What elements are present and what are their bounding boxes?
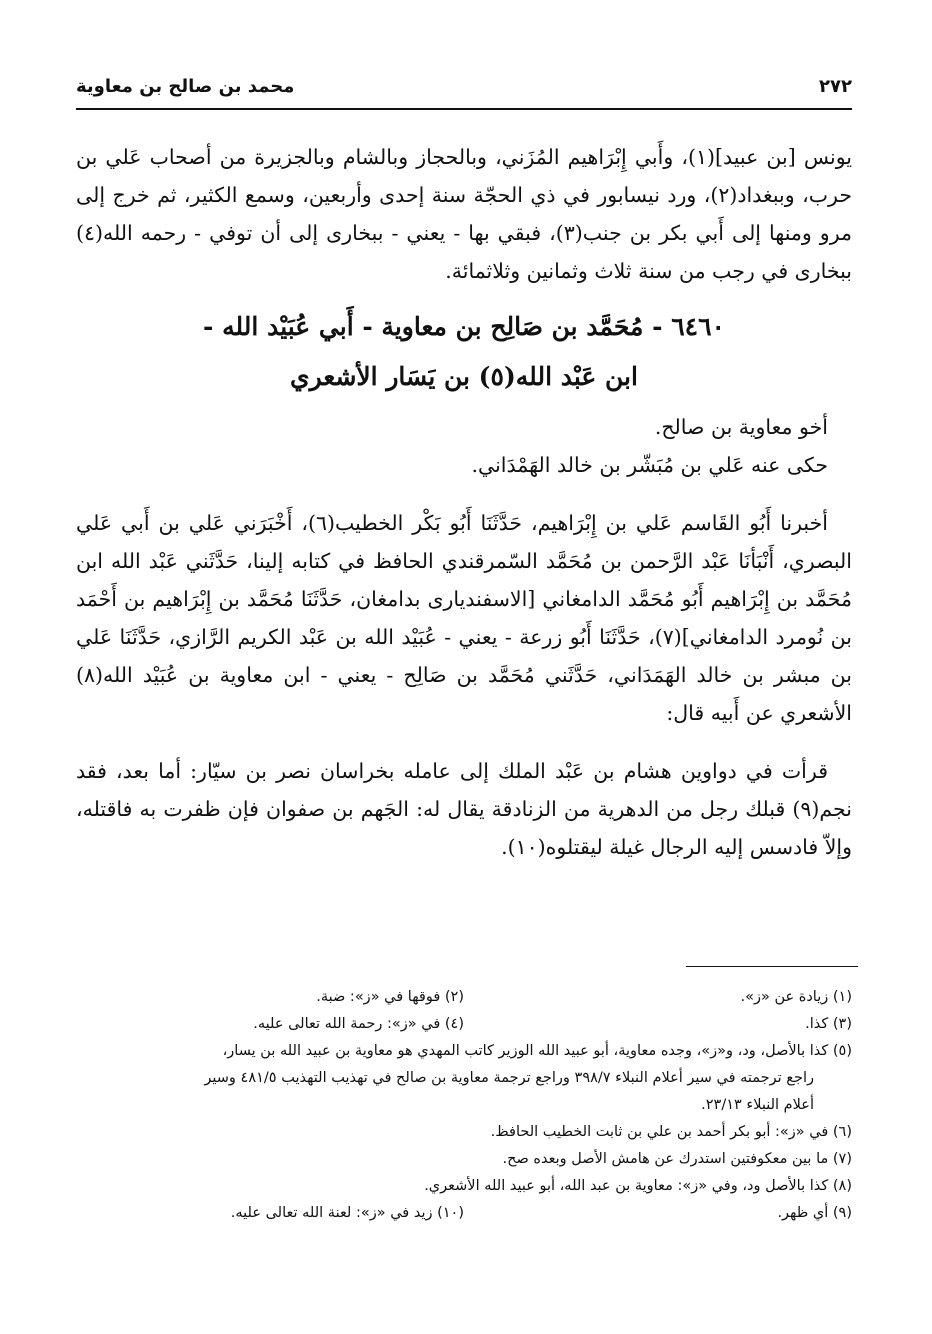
paragraph-brother: أخو معاوية بن صالح. — [654, 415, 828, 439]
footnote-10: (١٠) زيد في «ز»: لعنة الله تعالى عليه. — [230, 1205, 464, 1221]
footnote-5: (٥) كذا بالأصل، ود، و«ز»، وجده معاوية، أبو عبيد الله الوزير كاتب المهدي هو معاوية بن عبيد الله بن يسار، — [222, 1043, 852, 1059]
footnote-row — [76, 984, 852, 1011]
main-text — [76, 138, 852, 866]
running-header — [76, 70, 852, 102]
footnote-row — [76, 1011, 852, 1038]
footnote-row — [76, 1200, 852, 1227]
footnote-2: (٢) فوقها في «ز»: ضبة. — [316, 989, 464, 1005]
paragraph-narration: قرأت في دواوين هشام بن عَبْد الملك إلى عامله بخراسان نصر بن سيّار: أما بعد، فقد نجم(٩) قبلك رجل من الدهرية من الزنادقة يقال له: الجَهم بن صفوان فإن ظفرت به فاقتله، وإلاّ فادسس إليه الرجال غيلة ليقتلوه(١٠). — [76, 759, 852, 859]
paragraph-narrator: حكى عنه عَلي بن مُبَشّر بن خالد الهَمْدَاني. — [471, 453, 828, 477]
running-title: محمد بن صالح بن معاوية — [76, 75, 295, 97]
paragraph-gap — [76, 732, 852, 752]
footnote-9: (٩) أي ظهر. — [777, 1205, 852, 1221]
footnote-5-cont: راجع ترجمته في سير أعلام النبلاء ٣٩٨/٧ وراجع ترجمة معاوية بن صالح في تهذيب التهذيب ٤٨١/٥ وسير — [204, 1070, 814, 1086]
header-rule — [76, 108, 852, 110]
intro-paragraph: يونس [بن عبيد](١)، وأَبي إِبْرَاهيم المُزَني، وبالحجاز وبالشام وبالجزيرة من أصحاب عَلي بن حرب، وببغداد(٢)، ورد نيسابور في ذي الحجّة سنة إحدى وأربعين، وسمع الكثير، ثم خرج إلى مرو ومنها إلى أَبي بكر بن جنب(٣)، فبقي بها - يعني - ببخارى إلى أن توفي - رحمه الله(٤) ببخارى في رجب من سنة ثلاث وثمانين وثلاثمائة. — [76, 145, 852, 283]
page-number: ٢٧٢ — [819, 75, 852, 97]
entry-title-line1: ٦٤٦٠ - مُحَمَّد بن صَالِح بن معاوية - أَبي عُبَيْد الله - — [203, 312, 725, 341]
entry-title-line2: ابن عَبْد الله(٥) بن يَسَار الأشعري — [290, 362, 638, 391]
footnote-1: (١) زيادة عن «ز». — [740, 989, 852, 1005]
footnote-6: (٦) في «ز»: أبو بكر أحمد بن علي بن ثابت الخطيب الحافظ. — [490, 1124, 852, 1140]
paragraph-gap — [76, 484, 852, 504]
footnote-3: (٣) كذا. — [805, 1016, 852, 1032]
footnote-5-cont: أعلام النبلاء ٢٣/١٣. — [701, 1097, 814, 1113]
footnotes — [76, 984, 852, 1227]
entry-title — [76, 302, 852, 402]
footnote-7: (٧) ما بين معكوفتين استدرك عن هامش الأصل وبعده صح. — [502, 1151, 852, 1167]
footnote-4: (٤) في «ز»: رحمة الله تعالى عليه. — [253, 1016, 464, 1032]
footnote-rule — [686, 966, 858, 967]
footnote-8: (٨) كذا بالأصل ود، وفي «ز»: معاوية بن عبد الله، أبو عبيد الله الأشعري. — [424, 1178, 852, 1194]
paragraph-isnad: أخبرنا أَبُو القَاسم عَلي بن إِبْرَاهيم، حَدَّثَنَا أَبُو بَكْر الخطيب(٦)، أَخْبَرَني عَلي بن أَبي عَلي البصري، أَنْبَأنَا عَبْد الرَّحمن بن مُحَمَّد السّمرقندي الحافظ في كتابه إلينا، حَدَّثَني عَبْد الله ابن مُحَمَّد بن إِبْرَاهيم أَبُو مُحَمَّد الدامغاني [الاسفنديارى بدامغان، حَدَّثَنَا مُحَمَّد بن إِبْرَاهيم بن أَحْمَد بن نُومرد الدامغاني](٧)، حَدَّثَنَا أَبُو زرعة - يعني - عُبَيْد الله بن عَبْد الكريم الرَّازي، حَدَّثَنَا عَلي بن مبشر بن خالد الهَمَدَاني، حَدَّثَني مُحَمَّد بن صَالِح - يعني - ابن معاوية بن عُبَيْد الله(٨) الأشعري عن أَبيه قال: — [76, 511, 852, 725]
